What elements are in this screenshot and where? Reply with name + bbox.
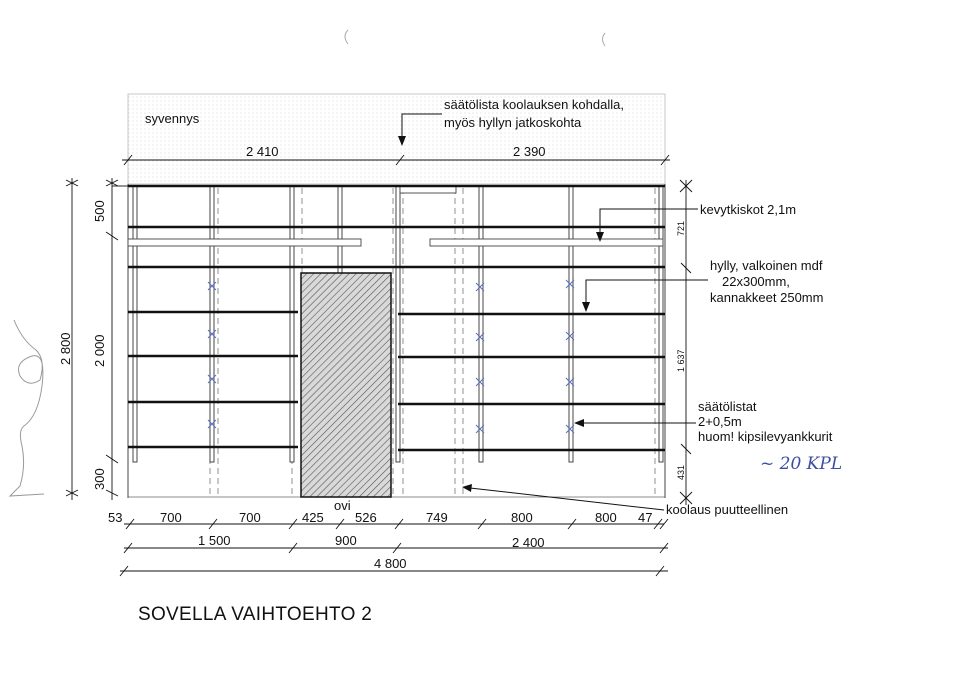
strip-note-line2: myös hyllyn jatkoskohta xyxy=(444,115,582,130)
dim-row1-1: 53 xyxy=(108,510,123,525)
dim-top-right: 2 390 xyxy=(513,144,546,159)
door xyxy=(301,273,391,497)
dim-row1-7: 800 xyxy=(511,510,533,525)
dim-row1-4: 425 xyxy=(302,510,324,525)
scan-mark xyxy=(345,30,348,44)
shelf-leader xyxy=(586,280,708,304)
dim-row2-2: 900 xyxy=(335,533,357,548)
door-label: ovi xyxy=(334,498,351,513)
strips-arrow xyxy=(574,419,584,427)
strip-note-line1: säätölista koolauksen kohdalla, xyxy=(444,97,624,112)
dim-row1-8: 800 xyxy=(595,510,617,525)
shelf-note-line3: kannakkeet 250mm xyxy=(710,290,824,305)
strips-note-line3: huom! kipsilevyankkurit xyxy=(698,429,833,444)
dim-left-middle: 2 000 xyxy=(92,334,107,367)
rails-note: kevytkiskot 2,1m xyxy=(700,202,797,217)
battens-arrow xyxy=(462,484,472,492)
dim-row1-5: 526 xyxy=(355,510,377,525)
dim-right-middle: 1 637 xyxy=(676,349,686,372)
dim-row2-3: 2 400 xyxy=(512,535,545,550)
dim-top-left: 2 410 xyxy=(246,144,279,159)
dim-left-outer: 2 800 xyxy=(58,332,73,365)
niche-label: syvennys xyxy=(145,111,200,126)
shelf-note-line2: 22x300mm, xyxy=(722,274,790,289)
handwritten-count: ~ 20 KPL xyxy=(760,454,843,474)
strips-note-line1: säätölistat xyxy=(698,399,757,414)
strips-note-line2: 2+0,5m xyxy=(698,414,742,429)
scan-mark xyxy=(603,33,606,46)
clothes-rails xyxy=(128,186,663,246)
dim-row1-6: 749 xyxy=(426,510,448,525)
dim-row2-1: 1 500 xyxy=(198,533,231,548)
dim-right-bottom: 431 xyxy=(676,464,686,480)
dim-left-top: 500 xyxy=(92,200,107,222)
shelf-note-line1: hylly, valkoinen mdf xyxy=(710,258,823,273)
battens-leader xyxy=(470,488,664,510)
drawing-title: SOVELLA VAIHTOEHTO 2 xyxy=(138,604,373,625)
dim-row1-9: 47 xyxy=(638,510,653,525)
battens-note: koolaus puutteellinen xyxy=(666,502,789,517)
dim-left-bottom: 300 xyxy=(92,468,107,490)
shelf-arrow xyxy=(582,302,590,312)
pencil-scribble xyxy=(10,320,44,496)
dim-row1-2: 700 xyxy=(160,510,182,525)
dim-row1-3: 700 xyxy=(239,510,261,525)
dim-row3-total: 4 800 xyxy=(374,556,407,571)
dim-right-top: 721 xyxy=(676,220,686,236)
